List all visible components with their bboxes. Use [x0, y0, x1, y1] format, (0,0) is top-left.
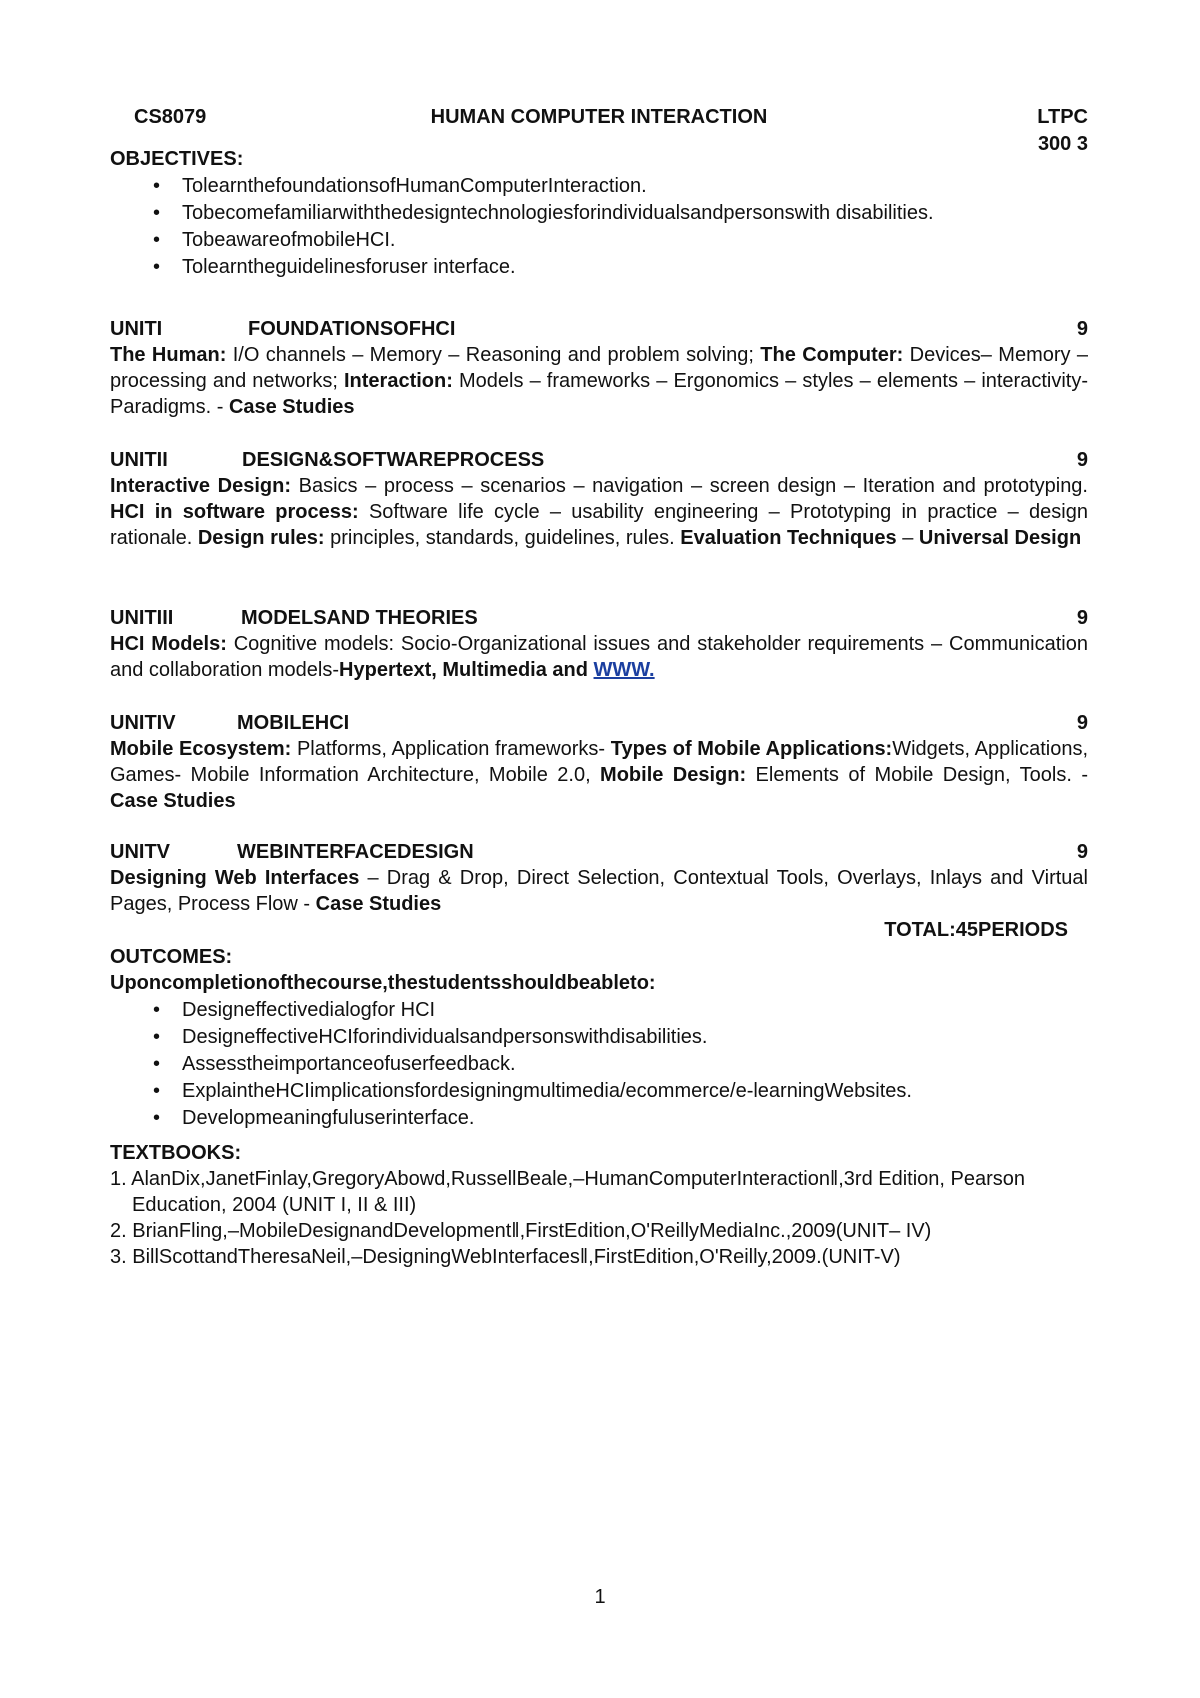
- objective-item: • Tolearntheguidelinesforuser interface.: [110, 254, 1088, 281]
- unit-title: FOUNDATIONSOFHCI: [248, 318, 456, 340]
- content-bold-term: HCI in software process:: [110, 501, 359, 523]
- outcomes-intro: Uponcompletionofthecourse,thestudentsshouldbeableto:: [110, 972, 656, 994]
- textbook-item: 3. BillScottandTheresaNeil,‒DesigningWebInterfaces‖,FirstEdition,O'Reilly,2009.(UNIT-V): [110, 1246, 901, 1268]
- unit-number: UNITIV: [110, 712, 176, 734]
- content-text: principles, standards, guidelines, rules.: [324, 527, 681, 549]
- total-periods: TOTAL:45PERIODS: [884, 919, 1068, 941]
- content-text: Widgets, Applications, Games- Mobile Information Architecture, Mobile 2.0,: [110, 738, 1089, 786]
- content-text: Basics – process – scenarios – navigation – screen design – Iteration and prototyping.: [291, 475, 1088, 497]
- unit-hours: 9: [1076, 607, 1088, 629]
- content-bold-term: Mobile Ecosystem:: [110, 738, 292, 760]
- content-text: Software life cycle – usability engineering – Prototyping in practice – design rationale.: [110, 501, 1088, 549]
- unit-heading: [110, 316, 1088, 342]
- unit-hours: 9: [1076, 318, 1088, 340]
- content-bold-term: Design rules:: [197, 527, 325, 549]
- unit-number: UNITV: [110, 841, 170, 863]
- outcomes-heading: OUTCOMES:: [110, 946, 233, 968]
- course-title: HUMAN COMPUTER INTERACTION: [430, 106, 768, 128]
- content-text: Models – frameworks – Ergonomics – styles – elements – interactivity- Paradigms. -: [110, 370, 1089, 418]
- unit-hours: 9: [1076, 449, 1088, 471]
- www-link[interactable]: WWW.: [593, 659, 655, 681]
- unit-2: [110, 447, 1088, 551]
- unit-number: UNITII: [110, 449, 168, 471]
- ltpc-label: LTPC: [1037, 106, 1088, 128]
- textbooks-list: [110, 1166, 1088, 1270]
- unit-heading: [110, 447, 1088, 473]
- content-bold-term: Case Studies: [110, 790, 236, 812]
- unit-content: [110, 865, 1088, 917]
- unit-content: [110, 631, 1088, 683]
- outcome-item: • ExplaintheHCIimplicationsfordesigningmultimedia/ecommerce/e-learningWebsites.: [110, 1078, 1088, 1105]
- content-bold-term: Interaction:: [343, 370, 453, 392]
- content-bold-term: Mobile Design:: [600, 764, 747, 786]
- content-text: Cognitive models: Socio-Organizational issues and stakeholder requirements – Communication and collaboration models-: [110, 633, 1088, 681]
- content-bold-term: Types of Mobile Applications:: [610, 738, 893, 760]
- objective-item: • TobeawareofmobileHCI.: [110, 227, 1088, 254]
- textbook-item: 1. AlanDix,JanetFinlay,GregoryAbowd,RussellBeale,‒HumanComputerInteraction‖,3rd Edition, Pearson Education, 2004 (UNIT I, II & III): [110, 1168, 1026, 1216]
- content-bold-term: HCI Models:: [110, 633, 227, 655]
- outcome-item: • DesigneffectiveHCIforindividualsandpersonswithdisabilities.: [110, 1024, 1088, 1051]
- content-text: I/O channels – Memory – Reasoning and problem solving;: [226, 344, 761, 366]
- unit-1: [110, 316, 1088, 420]
- unit-title: WEBINTERFACEDESIGN: [237, 841, 474, 863]
- content-bold-term: Case Studies: [315, 893, 442, 915]
- unit-5: [110, 839, 1088, 943]
- content-text: Devices– Memory – processing and networks;: [110, 344, 1089, 392]
- unit-content: [110, 473, 1088, 551]
- objectives-list: [110, 173, 1088, 281]
- unit-title: MOBILEHCI: [237, 712, 350, 734]
- unit-number: UNITI: [110, 318, 163, 340]
- unit-hours: 9: [1076, 841, 1088, 863]
- objective-item: • Tobecomefamiliarwiththedesigntechnologiesforindividualsandpersonswith disabilities.: [110, 200, 1088, 227]
- ltpc-values: 300 3: [1037, 133, 1088, 155]
- outcome-item: • Developmeaningfuluserinterface.: [110, 1105, 1088, 1132]
- content-text: – Drag & Drop, Direct Selection, Contextual Tools, Overlays, Inlays and Virtual Pages, Process Flow -: [110, 867, 1088, 915]
- unit-number: UNITIII: [110, 607, 174, 629]
- textbooks-section: [110, 1140, 1088, 1270]
- outcomes-section: [110, 944, 1088, 1132]
- outcomes-list: [110, 997, 1088, 1132]
- textbooks-heading: TEXTBOOKS:: [110, 1142, 242, 1164]
- outcome-item: • Assesstheimportanceofuserfeedback.: [110, 1051, 1088, 1078]
- unit-content: [110, 342, 1088, 420]
- content-bold-term: Evaluation Techniques: [680, 527, 897, 549]
- content-text: Platforms, Application frameworks-: [291, 738, 611, 760]
- content-bold-term: Hypertext, Multimedia and: [339, 659, 594, 681]
- content-bold-term: The Computer:: [760, 344, 904, 366]
- objective-item: • TolearnthefoundationsofHumanComputerInteraction.: [110, 173, 1088, 200]
- content-text: –: [896, 527, 919, 549]
- textbook-item: 2. BrianFling,‒MobileDesignandDevelopment‖,FirstEdition,O'ReillyMediaInc.,2009(UNIT– IV): [110, 1220, 932, 1242]
- unit-3: [110, 605, 1088, 683]
- outcome-item: • Designeffectivedialogfor HCI: [110, 997, 1088, 1024]
- unit-heading: [110, 605, 1088, 631]
- content-bold-term: Designing Web Interfaces: [110, 867, 360, 889]
- unit-hours: 9: [1076, 712, 1088, 734]
- page-number: 1: [594, 1586, 606, 1608]
- unit-title: DESIGN&SOFTWAREPROCESS: [242, 449, 545, 471]
- objectives-heading: OBJECTIVES:: [110, 148, 244, 170]
- unit-content: [110, 736, 1088, 814]
- unit-title: MODELSAND THEORIES: [241, 607, 478, 629]
- objectives-section: [110, 146, 1088, 281]
- course-code: CS8079: [134, 106, 207, 128]
- content-bold-term: Interactive Design:: [110, 475, 291, 497]
- unit-heading: [110, 710, 1088, 736]
- unit-4: [110, 710, 1088, 814]
- content-bold-term: The Human:: [110, 344, 227, 366]
- content-bold-term: Universal Design: [918, 527, 1082, 549]
- content-bold-term: Case Studies: [228, 396, 355, 418]
- content-text: Elements of Mobile Design, Tools. -: [746, 764, 1088, 786]
- unit-heading: [110, 839, 1088, 865]
